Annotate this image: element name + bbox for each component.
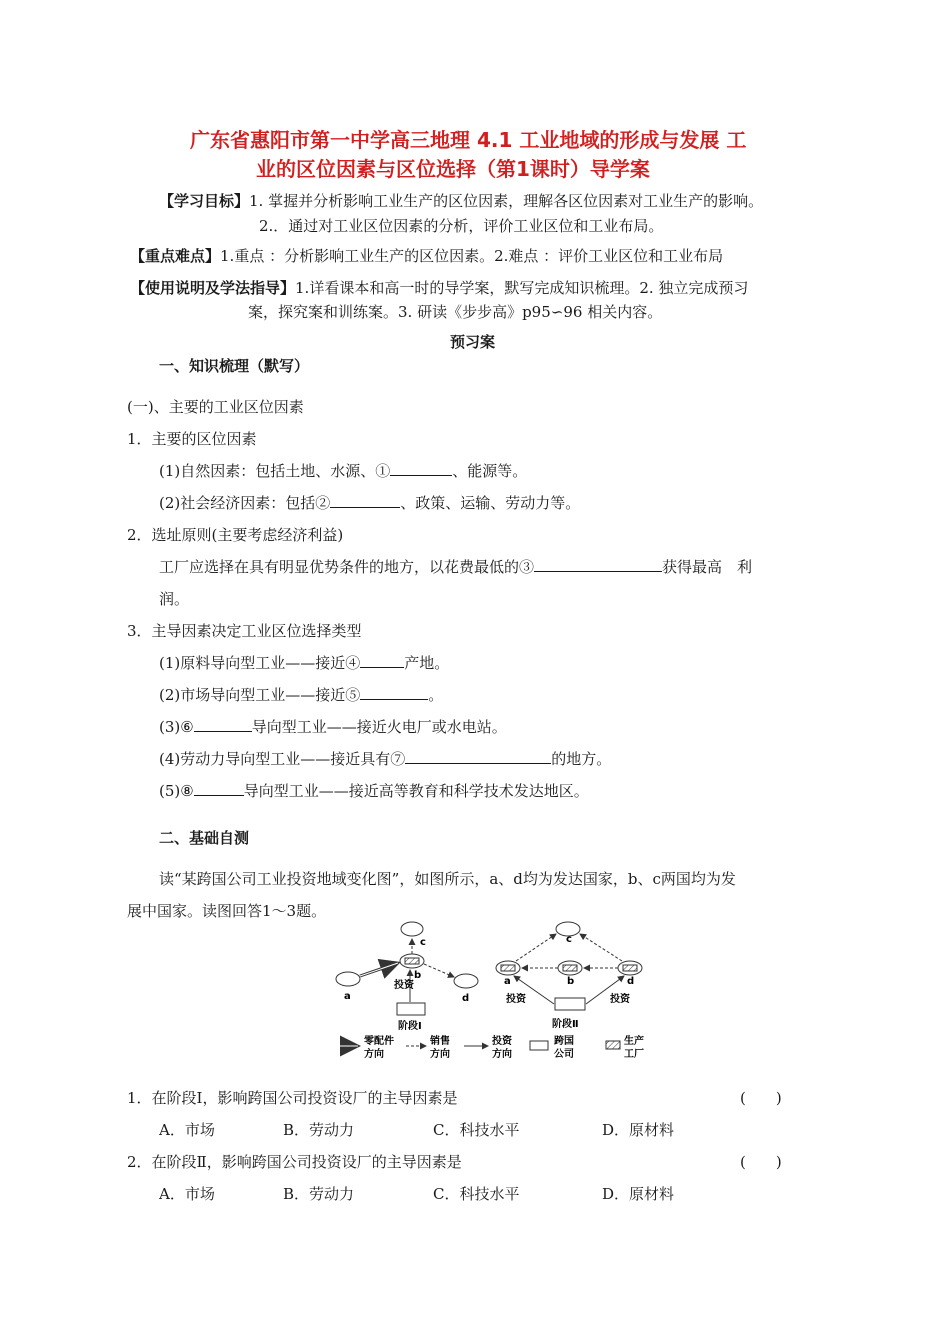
legend-company-line1: 跨国 [554, 1036, 574, 1047]
question-2-option-b[interactable]: B．劳动力 [283, 1185, 355, 1203]
type-row-3 [159, 716, 507, 737]
question-1-stem: 1．在阶段Ⅰ，影响跨国公司投资设厂的主导因素是 [127, 1089, 458, 1107]
type5-text: (5)⑧ [159, 782, 194, 800]
item2-text: 工厂应选择在具有明显优势条件的地方，以花费最低的③ [159, 558, 535, 576]
stage-1-label: 阶段Ⅰ [398, 1021, 422, 1032]
type-row-5 [159, 780, 589, 801]
question-2-option-a[interactable]: A．市场 [159, 1185, 215, 1203]
section-preview-heading: 预习案 [450, 333, 496, 351]
objectives-line2: 2.．通过对工业区位因素的分析，评价工业区位和工业布局。 [259, 217, 664, 235]
keypoints-text: 1.重点 ：分析影响工业生产的区位因素。2.难点 ：评价工业区位和工业布局 [220, 247, 724, 265]
label-d-2: d [627, 976, 635, 987]
label-a-2: a [504, 976, 511, 987]
item1b-tail: 、政策、运输、劳动力等。 [400, 494, 581, 512]
blank-3[interactable] [534, 557, 662, 572]
invest-label-1: 投资 [394, 980, 414, 991]
legend-sales-line1: 销售 [430, 1036, 450, 1047]
node-c-1 [401, 922, 423, 936]
type2-text: (2)市场导向型工业——接近⑤ [159, 686, 361, 704]
instructions-line2: 案，探究案和训练案。3. 研读《步步高》p95∽96 相关内容。 [248, 303, 663, 321]
legend-company-line2: 公司 [554, 1049, 574, 1060]
blank-6[interactable] [194, 717, 252, 732]
label-c-2: c [566, 934, 572, 945]
type1-text: (1)原料导向型工业——接近④ [159, 654, 361, 672]
question-1-option-c[interactable]: C．科技水平 [433, 1121, 520, 1139]
item1b-text: (2)社会经济因素：包括② [159, 494, 331, 512]
legend-sales-line2: 方向 [430, 1049, 450, 1060]
document-title-line2: 业的区位因素与区位选择（第1课时）导学案 [256, 157, 650, 181]
part1-item1: 1．主要的区位因素 [127, 430, 257, 448]
legend-parts-line2: 方向 [364, 1049, 384, 1060]
item1a-text: (1)自然因素：包括土地、水源、① [159, 462, 391, 480]
keypoints-label: 【重点难点】 [130, 247, 221, 265]
type2-tail: 。 [428, 686, 444, 704]
part2-intro-line2: 展中国家。读图回答1～3题。 [127, 902, 327, 920]
legend-invest-line1: 投资 [492, 1036, 512, 1047]
question-1-answer-paren[interactable]: ( ) [740, 1089, 782, 1107]
type1-tail: 产地。 [404, 654, 450, 672]
blank-2[interactable] [330, 493, 400, 508]
keypoints [130, 245, 723, 266]
instructions-label: 【使用说明及学法指导】 [130, 279, 296, 297]
blank-7[interactable] [405, 749, 551, 764]
blank-5[interactable] [360, 685, 428, 700]
label-b-1: b [414, 970, 422, 981]
legend-factory-box [606, 1041, 620, 1049]
question-2-answer-paren[interactable]: ( ) [740, 1153, 782, 1171]
document-title-line1: 广东省惠阳市第一中学高三地理 4.1 工业地域的形成与发展 工 [190, 128, 747, 152]
part1-sub1: (一)、主要的工业区位因素 [127, 398, 304, 416]
question-1-option-a[interactable]: A．市场 [159, 1121, 215, 1139]
factory-d-2 [623, 965, 637, 971]
label-d-1: d [462, 993, 470, 1004]
label-a-1: a [344, 991, 351, 1002]
type-row-1 [159, 652, 449, 673]
blank-row-3 [159, 556, 752, 577]
type5-tail: 导向型工业——接近高等教育和科学技术发达地区。 [243, 782, 589, 800]
blank-8[interactable] [194, 781, 244, 796]
legend-factory-line1: 生产 [624, 1036, 644, 1047]
question-1-option-b[interactable]: B．劳动力 [283, 1121, 355, 1139]
node-d-1 [454, 974, 478, 988]
label-c-1: c [420, 937, 426, 948]
type-row-2 [159, 684, 443, 705]
question-2-option-d[interactable]: D．原材料 [602, 1185, 675, 1203]
part1-item2: 2．选址原则(主要考虑经济利益) [127, 526, 344, 544]
company-box-2 [555, 998, 585, 1010]
part2-intro-line1: 读“某跨国公司工业投资地域变化图”，如图所示，a、d均为发达国家，b、c两国均为发 [159, 870, 736, 888]
stage-2-diagram [496, 922, 642, 1030]
factory-b-2 [563, 965, 577, 971]
blank-row-2 [159, 492, 580, 513]
part2-heading: 二、基础自测 [159, 829, 250, 847]
factory-a-2 [501, 965, 515, 971]
label-b-2: b [567, 976, 575, 987]
invest-label-2b: 投资 [610, 994, 630, 1005]
objectives-line1: 1. 掌握并分析影响工业生产的区位因素，理解各区位因素对工业生产的影响。 [249, 192, 764, 210]
item2-continuation: 润。 [159, 590, 190, 608]
stage-1-diagram [336, 922, 478, 1032]
part1-heading: 一、知识梳理（默写） [159, 357, 310, 375]
factory-b-1 [405, 958, 419, 964]
question-2-option-c[interactable]: C．科技水平 [433, 1185, 520, 1203]
type3-tail: 导向型工业——接近火电厂或水电站。 [251, 718, 507, 736]
legend-invest-line2: 方向 [492, 1049, 512, 1060]
type3-text: (3)⑥ [159, 718, 194, 736]
item1a-tail: 、能源等。 [452, 462, 528, 480]
blank-row-1 [159, 460, 527, 481]
objectives-label: 【学习目标】 [159, 192, 250, 210]
invest-label-2a: 投资 [506, 994, 526, 1005]
stage-2-label: 阶段Ⅱ [552, 1019, 579, 1030]
instructions-line1: 1.详看课本和高一时的导学案，默写完成知识梳理。2. 独立完成预习 [295, 279, 749, 297]
instructions [130, 277, 748, 298]
legend-factory-line2: 工厂 [624, 1049, 644, 1060]
type-row-4 [159, 748, 611, 769]
figure-legend [340, 1034, 644, 1060]
type4-text: (4)劳动力导向型工业——接近具有⑦ [159, 750, 406, 768]
legend-company-box [530, 1041, 548, 1050]
type4-tail: 的地方。 [551, 750, 612, 768]
objectives [159, 190, 763, 211]
part1-item3: 3．主导因素决定工业区位选择类型 [127, 622, 362, 640]
company-box-1 [397, 1003, 425, 1015]
blank-4[interactable] [360, 653, 404, 668]
node-a-1 [336, 972, 360, 986]
investment-change-figure [330, 918, 660, 1068]
question-1-option-d[interactable]: D．原材料 [602, 1121, 675, 1139]
item2-tail: 获得最高 利 [662, 558, 753, 576]
question-2-stem: 2．在阶段Ⅱ，影响跨国公司投资设厂的主导因素是 [127, 1153, 462, 1171]
blank-1[interactable] [390, 461, 452, 476]
legend-parts-line1: 零配件 [364, 1036, 394, 1047]
